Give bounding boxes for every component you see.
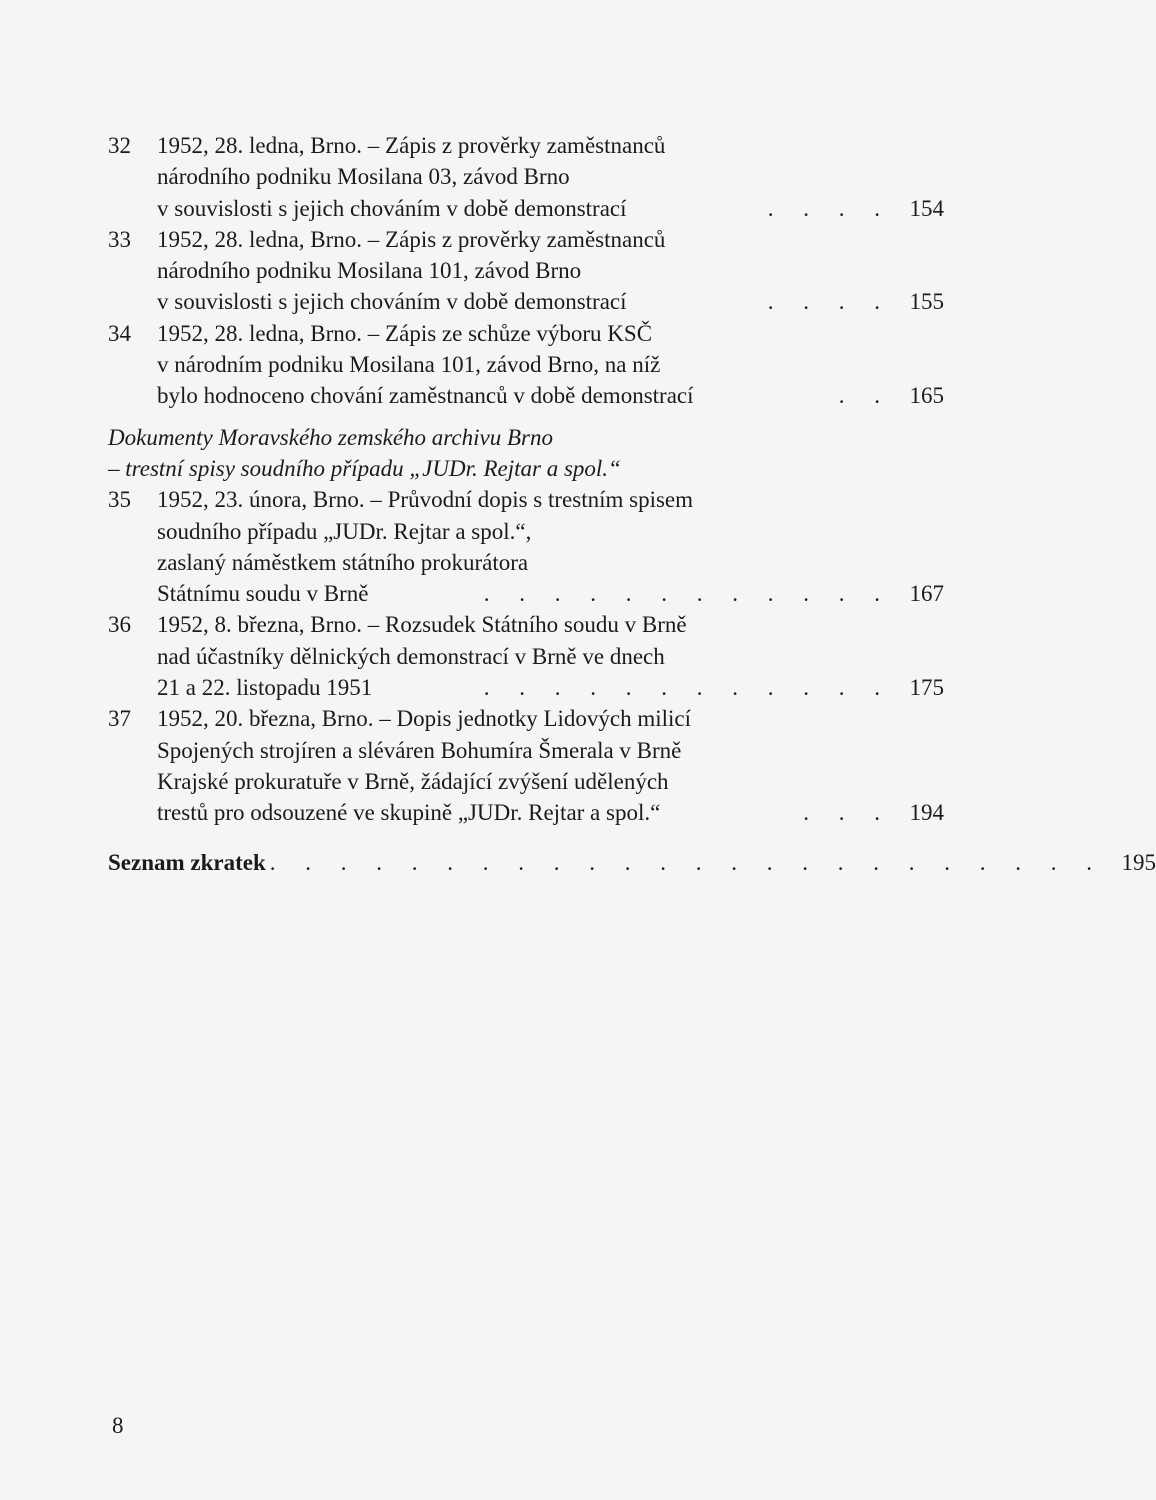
entry-text-line: národního podniku Mosilana 101, závod Brno: [157, 258, 582, 284]
toc-entry-33: [108, 224, 944, 318]
entry-text-line: 1952, 23. února, Brno. – Průvodní dopis s trestním spisem: [157, 487, 694, 513]
entry-number: 37: [108, 706, 131, 732]
entry-text-line: zaslaný náměstkem státního prokurátora: [157, 549, 529, 575]
page-number: 154: [909, 195, 944, 221]
page-number: 194: [909, 800, 944, 826]
entry-number: 32: [108, 133, 131, 158]
entry-text-line: Krajské prokuratuře v Brně, žádající zvýšení udělených: [157, 768, 669, 794]
page-number: 167: [909, 581, 944, 607]
entry-text-line: nad účastníky dělnických demonstrací v Brně ve dnech: [157, 643, 665, 669]
entry-text-line: 1952, 8. března, Brno. – Rozsudek Státního soudu v Brně: [157, 612, 687, 638]
section-heading: [108, 422, 944, 485]
section-heading-line: Dokumenty Moravského zemského archivu Brno: [108, 424, 553, 450]
entry-text-line: 1952, 20. března, Brno. – Dopis jednotky Lidových milicí: [157, 706, 692, 732]
dot-leader: . . .: [803, 800, 892, 826]
entry-number: 36: [108, 612, 131, 638]
page-number: 155: [909, 289, 944, 315]
abbreviations-label: Seznam zkratek: [108, 849, 266, 875]
dot-leader: . . . .: [767, 195, 892, 221]
toc-entry-35: [108, 484, 944, 609]
entry-text-line: národního podniku Mosilana 03, závod Brno: [157, 164, 570, 190]
toc-entry-32: [108, 130, 944, 224]
entry-text-line: 1952, 28. ledna, Brno. – Zápis ze schůze výboru KSČ: [157, 320, 653, 346]
entry-text-line: 1952, 28. ledna, Brno. – Zápis z prověrky zaměstnanců: [157, 226, 666, 252]
toc-entry-34: [108, 318, 944, 412]
section-heading-line: – trestní spisy soudního případu „JUDr. Rejtar a spol.“: [108, 455, 621, 481]
entry-text-line: trestů pro odsouzené ve skupině „JUDr. Rejtar a spol.“: [157, 800, 661, 826]
entry-text-line: v souvislosti s jejich chováním v době demonstrací: [157, 195, 627, 221]
entry-text-line: Spojených strojíren a sléváren Bohumíra Šmerala v Brně: [157, 737, 682, 763]
page-number: 165: [909, 383, 944, 409]
entry-text-line: v souvislosti s jejich chováním v době demonstrací: [157, 289, 627, 315]
entry-number: 34: [108, 320, 131, 346]
entry-number: 35: [108, 487, 131, 513]
table-of-contents: [108, 130, 1156, 878]
dot-leader: . . . . . . . . . . . .: [483, 581, 892, 607]
entry-text-line: v národním podniku Mosilana 101, závod Brno, na níž: [157, 352, 661, 378]
page-number: 195: [1121, 849, 1156, 875]
entry-text-line: 21 a 22. listopadu 1951: [157, 675, 373, 701]
toc-entry-abbreviations: [108, 847, 1156, 878]
toc-entry-36: [108, 609, 944, 703]
dot-leader: . .: [838, 383, 892, 409]
dot-leader: . . . . . . . . . . . . . . . . . . . . . . . .: [269, 849, 1105, 875]
dot-leader: . . . .: [767, 289, 892, 315]
dot-leader: . . . . . . . . . . . .: [483, 675, 892, 701]
entry-text-line: soudního případu „JUDr. Rejtar a spol.“,: [157, 518, 532, 544]
entry-text-line: Státnímu soudu v Brně: [157, 581, 369, 607]
entry-number: 33: [108, 226, 131, 252]
page-number: 175: [909, 675, 944, 701]
toc-entry-37: [108, 703, 944, 828]
folio-page-number: 8: [112, 1413, 124, 1438]
entry-text-line: 1952, 28. ledna, Brno. – Zápis z prověrky zaměstnanců: [157, 133, 666, 158]
entry-text-line: bylo hodnoceno chování zaměstnanců v době demonstrací: [157, 383, 694, 409]
